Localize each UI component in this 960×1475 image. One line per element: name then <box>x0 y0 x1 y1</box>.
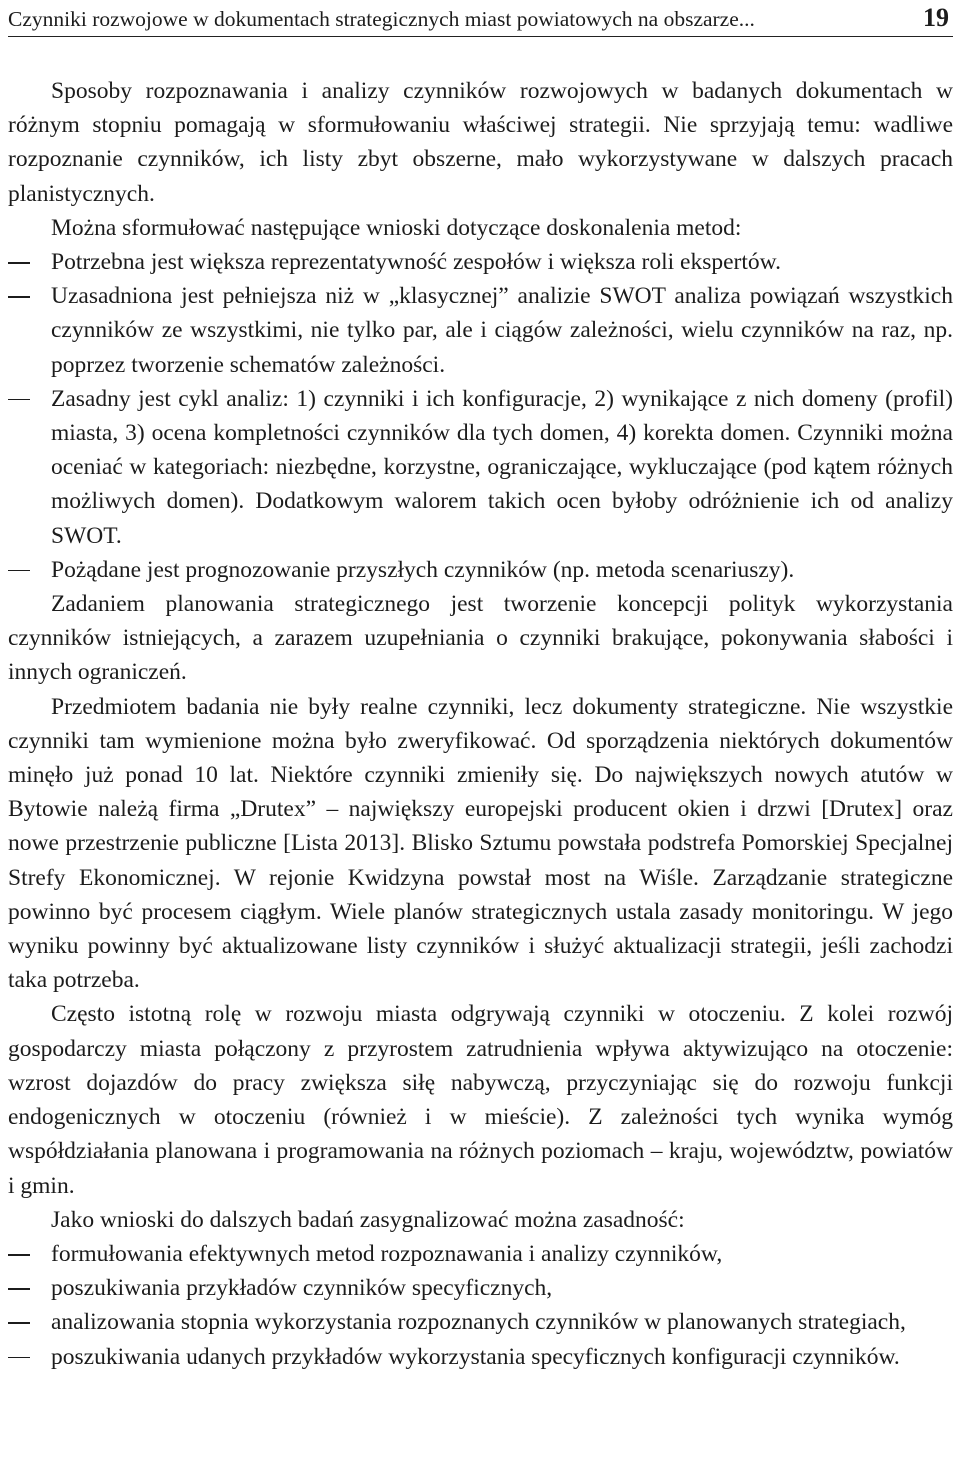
page-number: 19 <box>923 3 949 32</box>
list-item: Potrzebna jest większa reprezentatywność zespołów i większa roli ekspertów. <box>8 245 953 279</box>
list-item: poszukiwania udanych przykładów wykorzystania specyficznych konfiguracji czynników. <box>8 1340 953 1374</box>
running-header <box>8 0 953 37</box>
list-item: formułowania efektywnych metod rozpoznawania i analizy czynników, <box>8 1237 953 1271</box>
list-item: Zasadny jest cykl analiz: 1) czynniki i ich konfiguracje, 2) wynikające z nich domeny (profil) miasta, 3) ocena kompletności czynników dla tych domen, 4) korekta domen. Czynniki można oceniać w kategoriach: niezbędne, korzystne, ograniczające, wykluczające (pod kątem różnych możliwych domen). Dodatkowym walorem takich ocen byłoby odróżnienie ich od analizy SWOT. <box>8 382 953 553</box>
list-item: Pożądane jest prognozowanie przyszłych czynników (np. metoda scenariuszy). <box>8 553 953 587</box>
paragraph-methods-assessment: Sposoby rozpoznawania i analizy czynników rozwojowych w badanych dokumentach w różnym stopniu pomagają w sformułowaniu właściwej strategii. Nie sprzyjają temu: wadliwe rozpoznanie czynników, ich listy zbyt obszerne, mało wykorzystywane w dalszych pracach planistycznych. <box>8 78 953 207</box>
list-item: poszukiwania przykładów czynników specyficznych, <box>8 1271 953 1305</box>
research-intro: Jako wnioski do dalszych badań zasygnalizować można zasadność: <box>51 1206 685 1233</box>
paragraph-research-subject: Przedmiotem badania nie były realne czynniki, lecz dokumenty strategiczne. Nie wszystkie czynniki tam wymienione można było zweryfikować. Od sporządzenia niektórych dokumentów minęło już ponad 10 lat. Niektóre czynniki zmieniły się. Do największych nowych atutów w Bytowie należą firma „Drutex” – największy europejski producent okien i drzwi [Drutex] oraz nowe przestrzenie publiczne [Lista 2013]. Blisko Sztumu powstała podstrefa Pomorskiej Specjalnej Strefy Ekonomicznej. W rejonie Kwidzyna powstał most na Wiśle. Zarządzanie strategiczne powinno być procesem ciągłym. Wiele planów strategicznych ustala zasady monitoringu. W jego wyniku powinny być aktualizowane listy czynników i służyć aktualizacji strategii, jeśli zachodzi taka potrzeba. <box>8 693 953 994</box>
list-item: analizowania stopnia wykorzystania rozpoznanych czynników w planowanych strategiach, <box>8 1305 953 1339</box>
list-item: Uzasadniona jest pełniejsza niż w „klasycznej” analizie SWOT analiza powiązań wszystkich czynników ze wszystkimi, nie tylko par, ale i ciągów zależności, wielu czynników na raz, np. poprzez tworzenie schematów zależności. <box>8 279 953 382</box>
conclusions-list <box>8 245 953 587</box>
research-list <box>8 1237 953 1374</box>
running-title: Czynniki rozwojowe w dokumentach strategicznych miast powiatowych na obszarze... <box>8 7 755 31</box>
conclusions-intro: Można sformułować następujące wnioski dotyczące doskonalenia metod: <box>51 214 742 241</box>
paragraph-strategic-planning: Zadaniem planowania strategicznego jest tworzenie koncepcji polityk wykorzystania czynników istniejących, a zarazem uzupełniania o czynniki brakujące, pokonywania słabości i innych ograniczeń. <box>8 591 953 686</box>
paragraph-environment-factors: Często istotną rolę w rozwoju miasta odgrywają czynniki w otoczeniu. Z kolei rozwój gospodarczy miasta połączony z przyrostem zatrudnienia wpływa aktywizująco na otoczenie: wzrost dojazdów do pracy zwiększa siłę nabywczą, przyczyniając się do rozwoju funkcji endogenicznych w otoczeniu (również i w mieście). Z zależności tych wynika wymóg współdziałania planowana i programowania na różnych poziomach – kraju, województw, powiatów i gmin. <box>8 1001 953 1199</box>
